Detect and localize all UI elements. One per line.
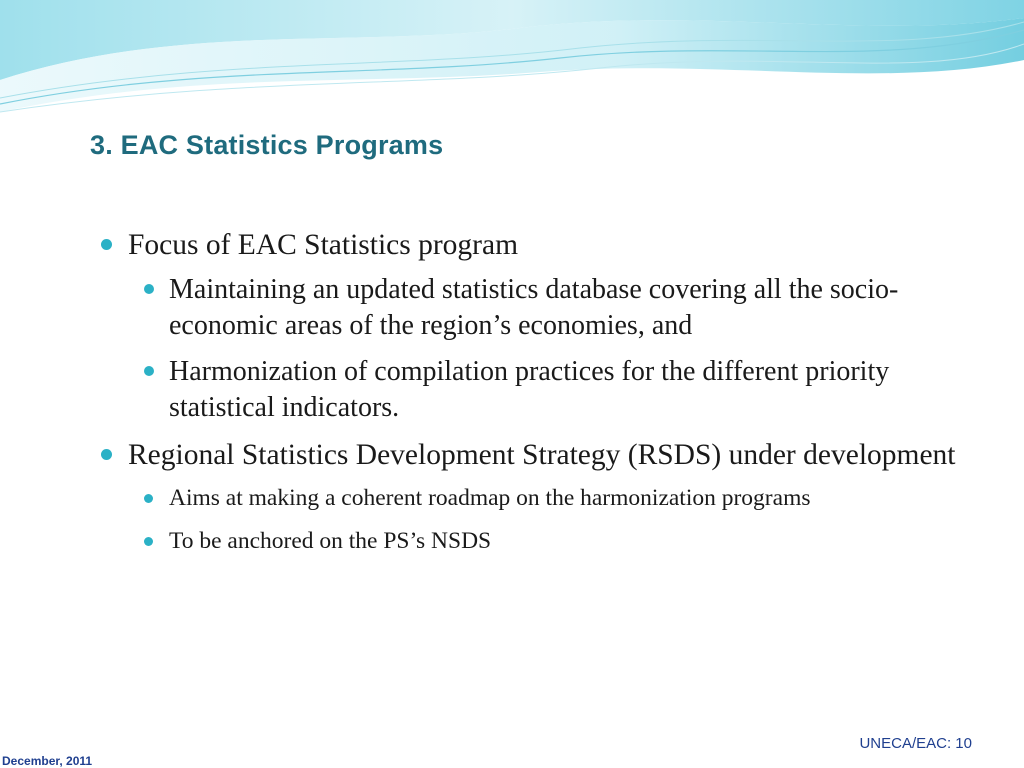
sub-bullet-item [100, 272, 1000, 344]
bullet-list [100, 226, 1000, 568]
sub-bullet-item [100, 354, 1000, 426]
sub-bullet-text: Maintaining an updated statistics database covering all the socio-economic areas of the region’s economies, and [169, 274, 899, 341]
sub-bullet-text: To be anchored on the PS’s NSDS [169, 528, 492, 554]
bullet-icon [101, 449, 112, 460]
bullet-icon [101, 239, 112, 250]
sub-bullet-text: Harmonization of compilation practices for the different priority statistical indicators. [169, 356, 890, 423]
bullet-icon [144, 494, 153, 503]
bullet-icon [144, 284, 154, 294]
slide-title: 3. EAC Statistics Programs [90, 130, 444, 160]
bullet-icon [144, 537, 153, 546]
decorative-wave-header [0, 0, 1024, 120]
bullet-item [100, 226, 1000, 264]
bullet-icon [144, 366, 154, 376]
sub-bullet-item [100, 482, 1000, 515]
bullet-item [100, 436, 1000, 474]
footer-date: December, 2011 [2, 754, 93, 768]
bullet-text: Regional Statistics Development Strategy (RSDS) under development [128, 439, 956, 471]
sub-bullet-item [100, 525, 1000, 558]
footer-page-label: UNECA/EAC: 10 [859, 735, 972, 752]
sub-bullet-text: Aims at making a coherent roadmap on the harmonization programs [169, 485, 811, 511]
bullet-text: Focus of EAC Statistics program [128, 229, 519, 261]
